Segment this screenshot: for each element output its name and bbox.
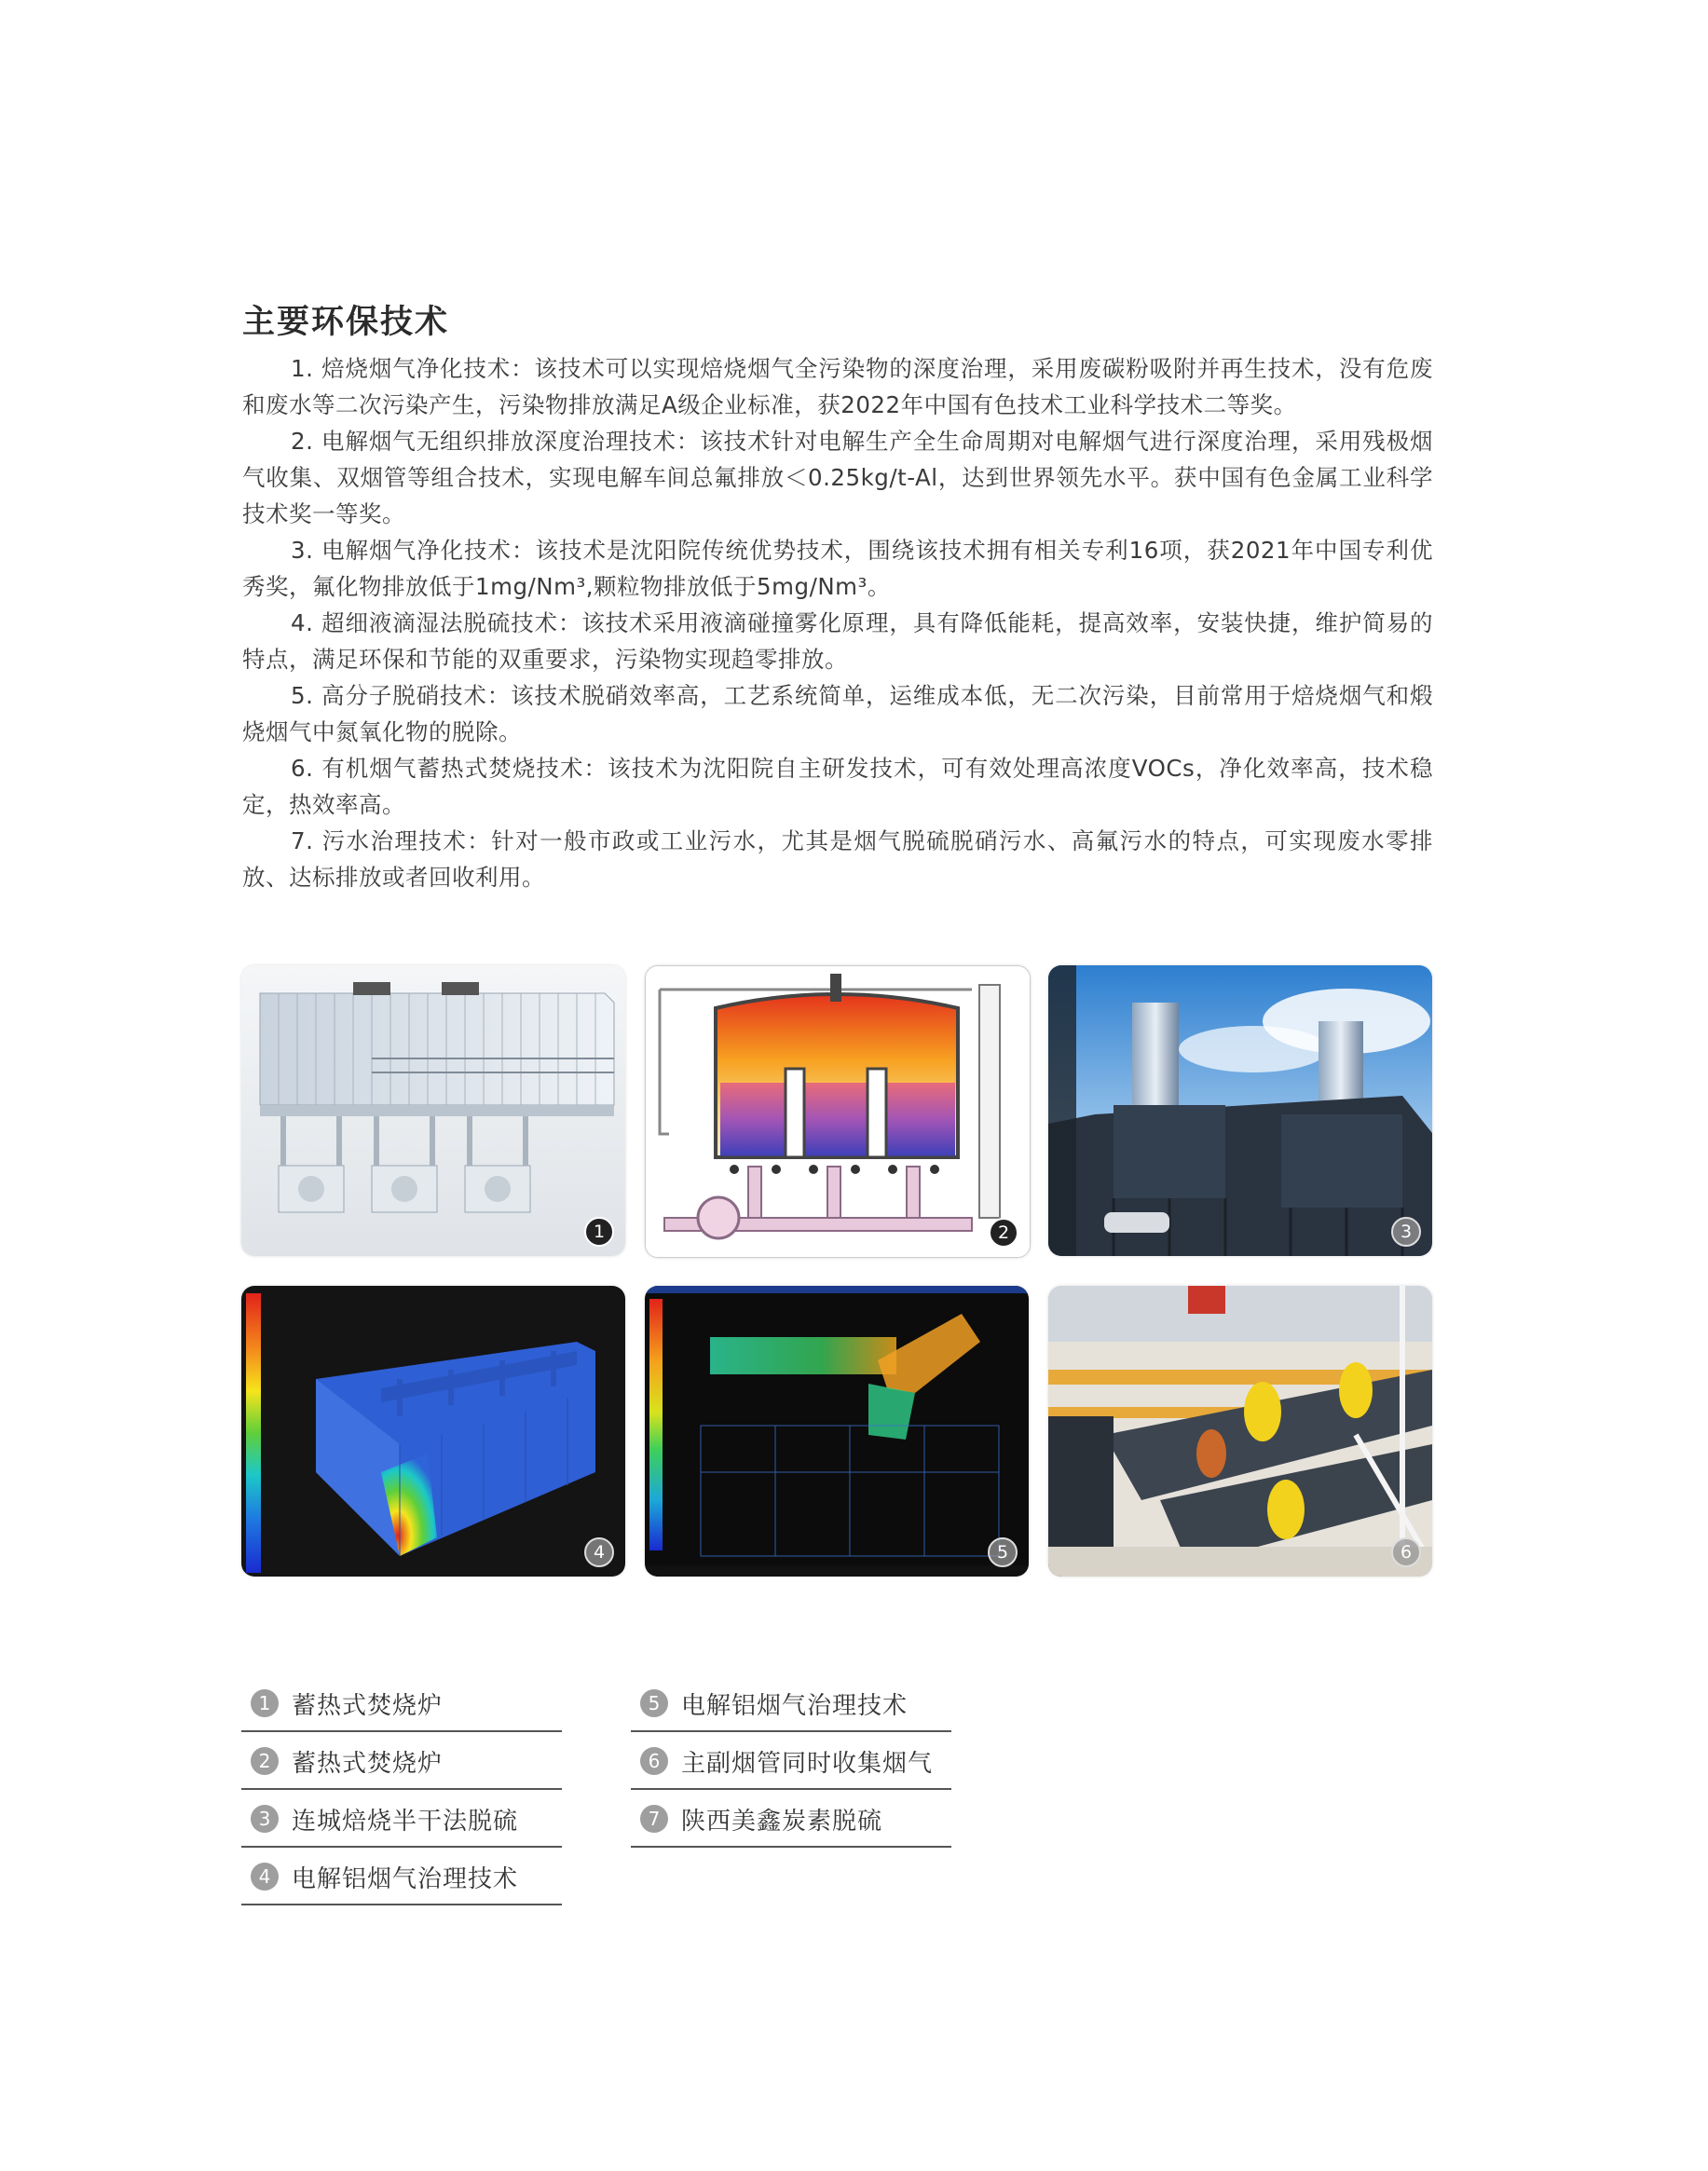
- caption-item: [241, 1674, 562, 1732]
- caption-number: 5: [640, 1689, 668, 1717]
- figure-badge-6: 6: [1391, 1537, 1421, 1567]
- caption-number: 7: [640, 1805, 668, 1833]
- figure-badge-2: 2: [989, 1218, 1018, 1248]
- figure-2-rto-schematic: [645, 965, 1031, 1258]
- paragraph-3: 3. 电解烟气净化技术：该技术是沈阳院传统优势技术，围绕该技术拥有相关专利16项，获2021年中国专利优秀奖，氟化物排放低于1mg/Nm³,颗粒物排放低于5mg/Nm³。: [242, 537, 1433, 600]
- caption-text: 电解铝烟气治理技术: [292, 1864, 519, 1893]
- caption-number: 3: [251, 1805, 279, 1833]
- figure-5-cfd-vectors: [645, 1286, 1029, 1577]
- caption-number: 6: [640, 1747, 668, 1775]
- caption-text: 蓄热式焚烧炉: [292, 1749, 444, 1778]
- body-text: [242, 350, 1433, 895]
- paragraph-7: 7. 污水治理技术：针对一般市政或工业污水，尤其是烟气脱硫脱硝污水、高氟污水的特点，可实现废水零排放、达标排放或者回收利用。: [242, 827, 1433, 891]
- caption-item: [241, 1790, 562, 1848]
- paragraph-2: 2. 电解烟气无组织排放深度治理技术：该技术针对电解生产全生命周期对电解烟气进行深度治理，采用残极烟气收集、双烟管等组合技术，实现电解车间总氟排放＜0.25kg/t-Al，达到世界领先水平。获中国有色金属工业科学技术奖一等奖。: [242, 428, 1433, 527]
- caption-list-left: [241, 1674, 562, 1905]
- figure-6-duct-photo: [1048, 1286, 1432, 1577]
- paragraph-4: 4. 超细液滴湿法脱硫技术：该技术采用液滴碰撞雾化原理，具有降低能耗，提高效率，安装快捷，维护简易的特点，满足环保和节能的双重要求，污染物实现趋零排放。: [242, 609, 1433, 673]
- paragraph-6: 6. 有机烟气蓄热式焚烧技术：该技术为沈阳院自主研发技术，可有效处理高浓度VOCs，净化效率高，技术稳定，热效率高。: [242, 755, 1433, 818]
- caption-item: [631, 1674, 951, 1732]
- figure-badge-3: 3: [1391, 1217, 1421, 1247]
- caption-item: [241, 1848, 562, 1905]
- caption-text: 陕西美鑫炭素脱硫: [681, 1807, 883, 1836]
- caption-number: 2: [251, 1747, 279, 1775]
- page-title: 主要环保技术: [242, 303, 450, 341]
- figure-badge-1: 1: [584, 1217, 614, 1247]
- figure-badge-4: 4: [584, 1537, 614, 1567]
- caption-item: [631, 1790, 951, 1848]
- paragraph-5: 5. 高分子脱硝技术：该技术脱硝效率高，工艺系统简单，运维成本低，无二次污染，目前常用于焙烧烟气和煅烧烟气中氮氧化物的脱除。: [242, 682, 1433, 745]
- figure-1-rto-render: [241, 965, 625, 1256]
- figure-badge-5: 5: [988, 1537, 1018, 1567]
- caption-number: 1: [251, 1689, 279, 1717]
- caption-text: 主副烟管同时收集烟气: [681, 1749, 934, 1778]
- caption-text: 电解铝烟气治理技术: [681, 1691, 909, 1720]
- caption-list-right: [631, 1674, 951, 1848]
- caption-item: [631, 1732, 951, 1790]
- caption-text: 连城焙烧半干法脱硫: [292, 1807, 519, 1836]
- figure-3-plant-photo: [1048, 965, 1432, 1256]
- figure-4-cfd-contour: [241, 1286, 625, 1577]
- caption-number: 4: [251, 1863, 279, 1891]
- caption-text: 蓄热式焚烧炉: [292, 1691, 444, 1720]
- paragraph-1: 1. 焙烧烟气净化技术：该技术可以实现焙烧烟气全污染物的深度治理，采用废碳粉吸附并再生技术，没有危废和废水等二次污染产生，污染物排放满足A级企业标准，获2022年中国有色技术工业科学技术二等奖。: [242, 355, 1433, 418]
- caption-item: [241, 1732, 562, 1790]
